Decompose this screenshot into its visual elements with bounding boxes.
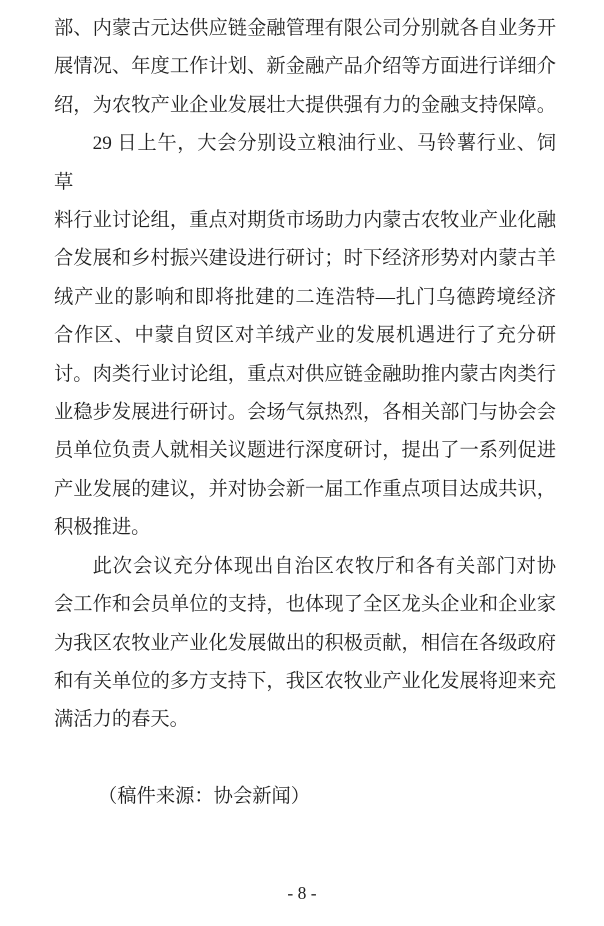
- page-number-footer: - 8 -: [287, 883, 317, 903]
- paragraph-line: 绍，为农牧产业企业发展壮大提供强有力的金融支持保障。: [54, 94, 556, 116]
- paragraph-line: 业稳步发展进行研讨。会场气氛热烈，各相关部门与协会会: [54, 402, 556, 424]
- paragraph-line: 会工作和会员单位的支持，也体现了全区龙头企业和企业家: [54, 594, 556, 616]
- paragraph-line: 和有关单位的多方支持下，我区农牧业产业化发展将迎来充: [54, 670, 556, 692]
- paragraph-line: 展情况、年度工作计划、新金融产品介绍等方面进行详细介: [54, 56, 556, 78]
- source-attribution-line: （稿件来源：协会新闻）: [98, 786, 311, 808]
- paragraph-line: 合发展和乡村振兴建设进行研讨；时下经济形势对内蒙古羊: [54, 248, 556, 270]
- paragraph-line: 合作区、中蒙自贸区对羊绒产业的发展机遇进行了充分研: [54, 325, 556, 347]
- paragraph-line: 产业发展的建议，并对协会新一届工作重点项目达成共识，: [54, 478, 556, 500]
- paragraph-line: 满活力的春天。: [54, 709, 189, 731]
- paragraph-line: 积极推进。: [54, 517, 151, 539]
- body-text-block: [54, 10, 556, 817]
- paragraph-line: 部、内蒙古元达供应链金融管理有限公司分别就各自业务开: [54, 18, 556, 39]
- paragraph-line: 料行业讨论组，重点对期货市场助力内蒙古农牧业产业化融: [54, 210, 556, 232]
- paragraph-line: 员单位负责人就相关议题进行深度研讨，提出了一系列促进: [54, 440, 556, 462]
- paragraph-line: 为我区农牧业产业化发展做出的积极贡献，相信在各级政府: [54, 632, 556, 654]
- paragraph-line: 绒产业的影响和即将批建的二连浩特—扎门乌德跨境经济: [54, 286, 556, 308]
- paragraph-line: 此次会议充分体现出自治区农牧厅和各有关部门对协: [92, 555, 556, 577]
- paragraph-line: 29 日上午，大会分别设立粮油行业、马铃薯行业、饲草: [54, 133, 556, 193]
- paragraph-line: 讨。肉类行业讨论组，重点对供应链金融助推内蒙古肉类行: [54, 363, 556, 385]
